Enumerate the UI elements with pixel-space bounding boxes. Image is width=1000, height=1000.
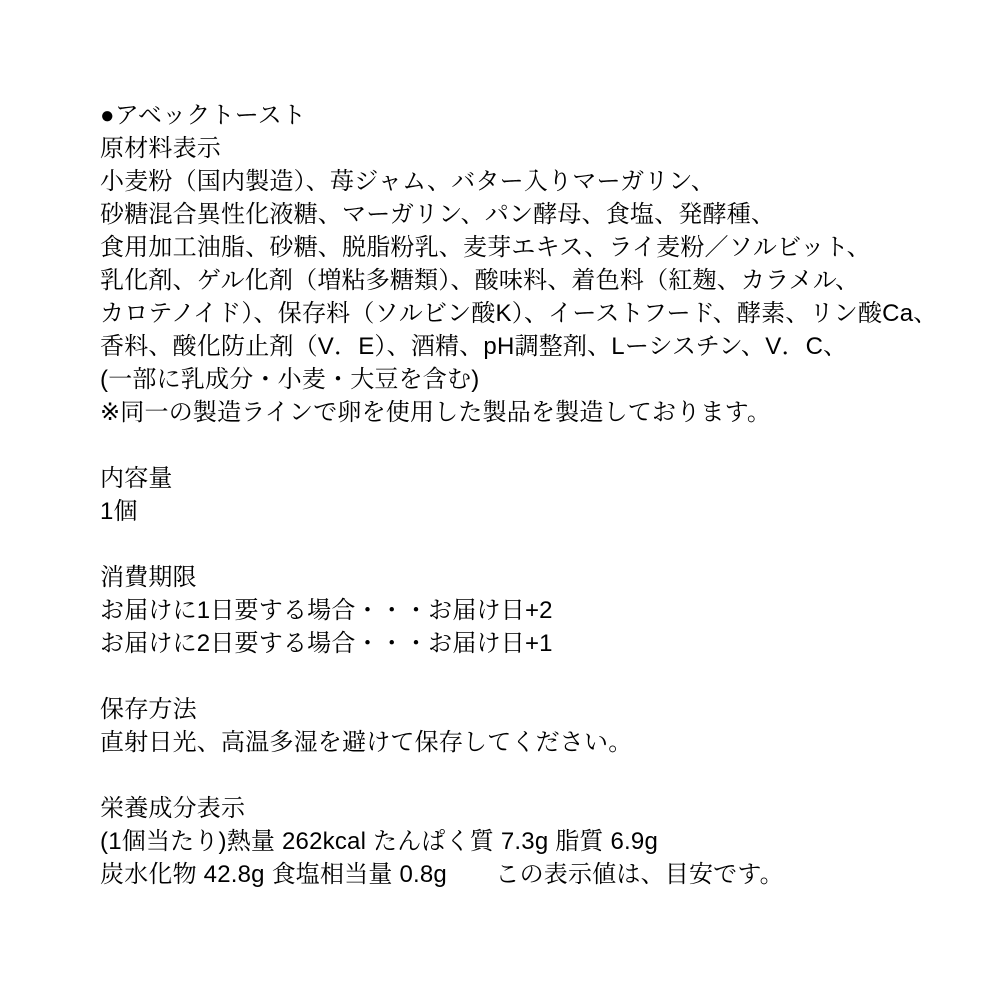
ingredients-line: 砂糖混合異性化液糖、マーガリン、パン酵母、食塩、発酵種、	[100, 201, 776, 228]
section-net-content	[100, 462, 940, 528]
section-storage-title: 保存方法	[100, 696, 197, 723]
net-content-value: 1個	[100, 498, 138, 525]
allergen-note: (一部に乳成分・小麦・大豆を含む)	[100, 366, 480, 393]
nutrition-values-line: 炭水化物 42.8g 食塩相当量 0.8g この表示値は、目安です。	[100, 861, 784, 888]
ingredients-line: 乳化剤、ゲル化剤（増粘多糖類）、酸味料、着色料（紅麹、カラメル、	[100, 267, 860, 294]
section-expiration	[100, 561, 940, 660]
section-nutrition-title: 栄養成分表示	[100, 795, 246, 822]
ingredients-line: カロテノイド）、保存料（ソルビン酸K）、イーストフード、酵素、リン酸Ca、	[100, 300, 938, 327]
expiration-rule: お届けに2日要する場合・・・お届け日+1	[100, 630, 553, 657]
nutrition-values-line: (1個当たり)熱量 262kcal たんぱく質 7.3g 脂質 6.9g	[100, 828, 659, 855]
expiration-rule: お届けに1日要する場合・・・お届け日+2	[100, 597, 553, 624]
section-ingredients	[100, 132, 940, 429]
section-ingredients-title: 原材料表示	[100, 135, 221, 162]
section-expiration-title: 消費期限	[100, 564, 197, 591]
section-net-content-title: 内容量	[100, 465, 173, 492]
storage-instructions: 直射日光、高温多湿を避けて保存してください。	[100, 729, 633, 756]
section-storage	[100, 693, 940, 759]
ingredients-line: 香料、酸化防止剤（V．E）、酒精、pH調整剤、Lーシスチン、V．C、	[100, 333, 848, 360]
product-name: ●アベックトースト	[100, 102, 307, 129]
ingredients-line: 小麦粉（国内製造）、苺ジャム、バター入りマーガリン、	[100, 168, 716, 195]
ingredients-line: 食用加工油脂、砂糖、脱脂粉乳、麦芽エキス、ライ麦粉／ソルビット、	[100, 234, 871, 261]
section-nutrition	[100, 792, 940, 891]
manufacturing-line-note: ※同一の製造ラインで卵を使用した製品を製造しております。	[100, 399, 772, 426]
